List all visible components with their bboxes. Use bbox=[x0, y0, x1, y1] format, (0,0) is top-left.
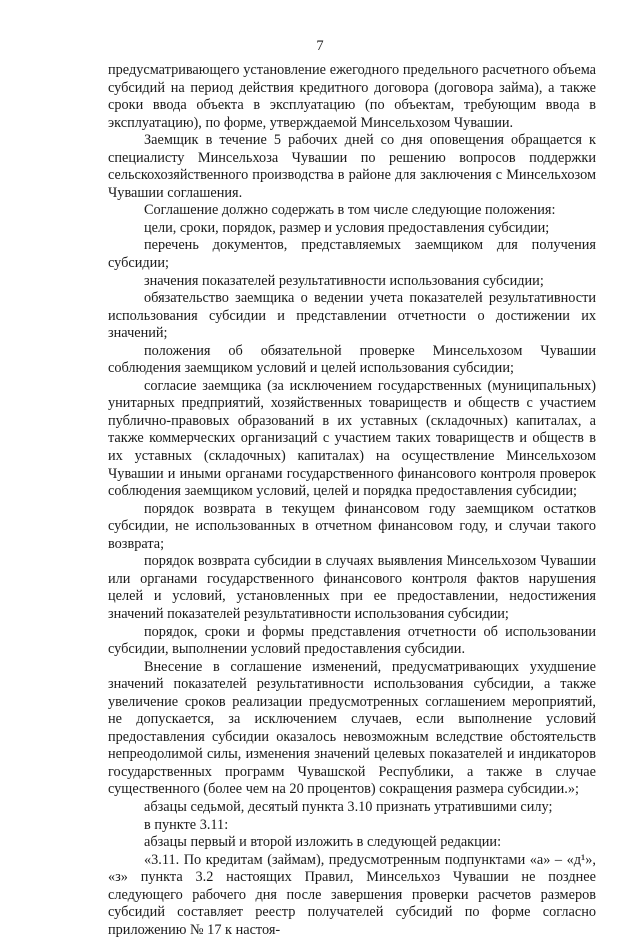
paragraph-2: Заемщик в течение 5 рабочих дней со дня оповещения обращается к специалисту Минсельхоза Чувашии по решению вопросов поддержки сельскохозяйственного производства в районе для заключения с Минсельхозом Чувашии соглашения. bbox=[108, 132, 596, 201]
paragraph-11: порядок возврата субсидии в случаях выявления Минсельхозом Чувашии или органами государственного финансового контроля фактов нарушения целей и условий, установленных при ее предоставлении, недостижения значений показателей результативности использования субсидии; bbox=[108, 553, 596, 622]
document-body bbox=[108, 62, 596, 939]
paragraph-15: в пункте 3.11: bbox=[144, 816, 229, 833]
paragraph-7: обязательство заемщика о ведении учета показателей результативности использования субсидии и представлении отчетности о достижении их значений; bbox=[108, 290, 596, 342]
page-number: 7 bbox=[316, 38, 324, 54]
paragraph-1: предусматривающего установление ежегодного предельного расчетного объема субсидий на период действия кредитного договора (договора займа), а также сроки ввода объекта в эксплуатацию (по объектам, требующим ввода в эксплуатацию), по форме, утверждаемой Минсельхозом Чувашии. bbox=[108, 62, 596, 131]
paragraph-6: значения показателей результативности использования субсидии; bbox=[144, 272, 544, 289]
paragraph-17: «3.11. По кредитам (займам), предусмотренным подпунктами «а» – «д¹», «з» пункта 3.2 настоящих Правил, Минсельхоз Чувашии не позднее следующего рабочего дня после завершения проверки расчетов размеров субсидий составляет реестр получателей субсидий по форме согласно приложению № 17 к настоя- bbox=[108, 851, 596, 938]
paragraph-16: абзацы первый и второй изложить в следующей редакции: bbox=[144, 834, 502, 851]
paragraph-3: Соглашение должно содержать в том числе следующие положения: bbox=[144, 202, 556, 219]
paragraph-9: согласие заемщика (за исключением государственных (муниципальных) унитарных предприятий, хозяйственных товариществ и обществ с участием публично-правовых образований в их уставных (складочных) капиталах, а также коммерческих организаций с участием таких товариществ и обществ в их уставных (складочных) капиталах) на осуществление Минсельхозом Чувашии и иными органами государственного финансового контроля проверок соблюдения заемщиком условий, целей и порядка предоставления субсидии; bbox=[108, 377, 596, 500]
paragraph-12: порядок, сроки и формы представления отчетности об использовании субсидии, выполнении условий предоставления субсидии. bbox=[108, 623, 596, 658]
paragraph-8: положения об обязательной проверке Минсельхозом Чувашии соблюдения заемщиком условий и целей использования субсидии; bbox=[108, 342, 596, 377]
paragraph-14: абзацы седьмой, десятый пункта 3.10 признать утратившими силу; bbox=[144, 798, 553, 815]
paragraph-4: цели, сроки, порядок, размер и условия предоставления субсидии; bbox=[144, 219, 550, 236]
paragraph-5: перечень документов, представляемых заемщиком для получения субсидии; bbox=[108, 237, 596, 272]
paragraph-10: порядок возврата в текущем финансовом году заемщиком остатков субсидии, не использованных в отчетном финансовом году, и случаи такого возврата; bbox=[108, 500, 596, 552]
paragraph-13: Внесение в соглашение изменений, предусматривающих ухудшение значений показателей результативности использования субсидии, а также увеличение сроков реализации предусмотренных соглашением мероприятий, не допускается, за исключением случаев, если выполнение условий предоставления субсидии оказалось невозможным вследствие обстоятельств непреодолимой силы, изменения значений целевых показателей и индикаторов государственных программ Чувашской Республики, а также в случае существенного (более чем на 20 процентов) сокращения размера субсидии.»; bbox=[108, 658, 596, 798]
